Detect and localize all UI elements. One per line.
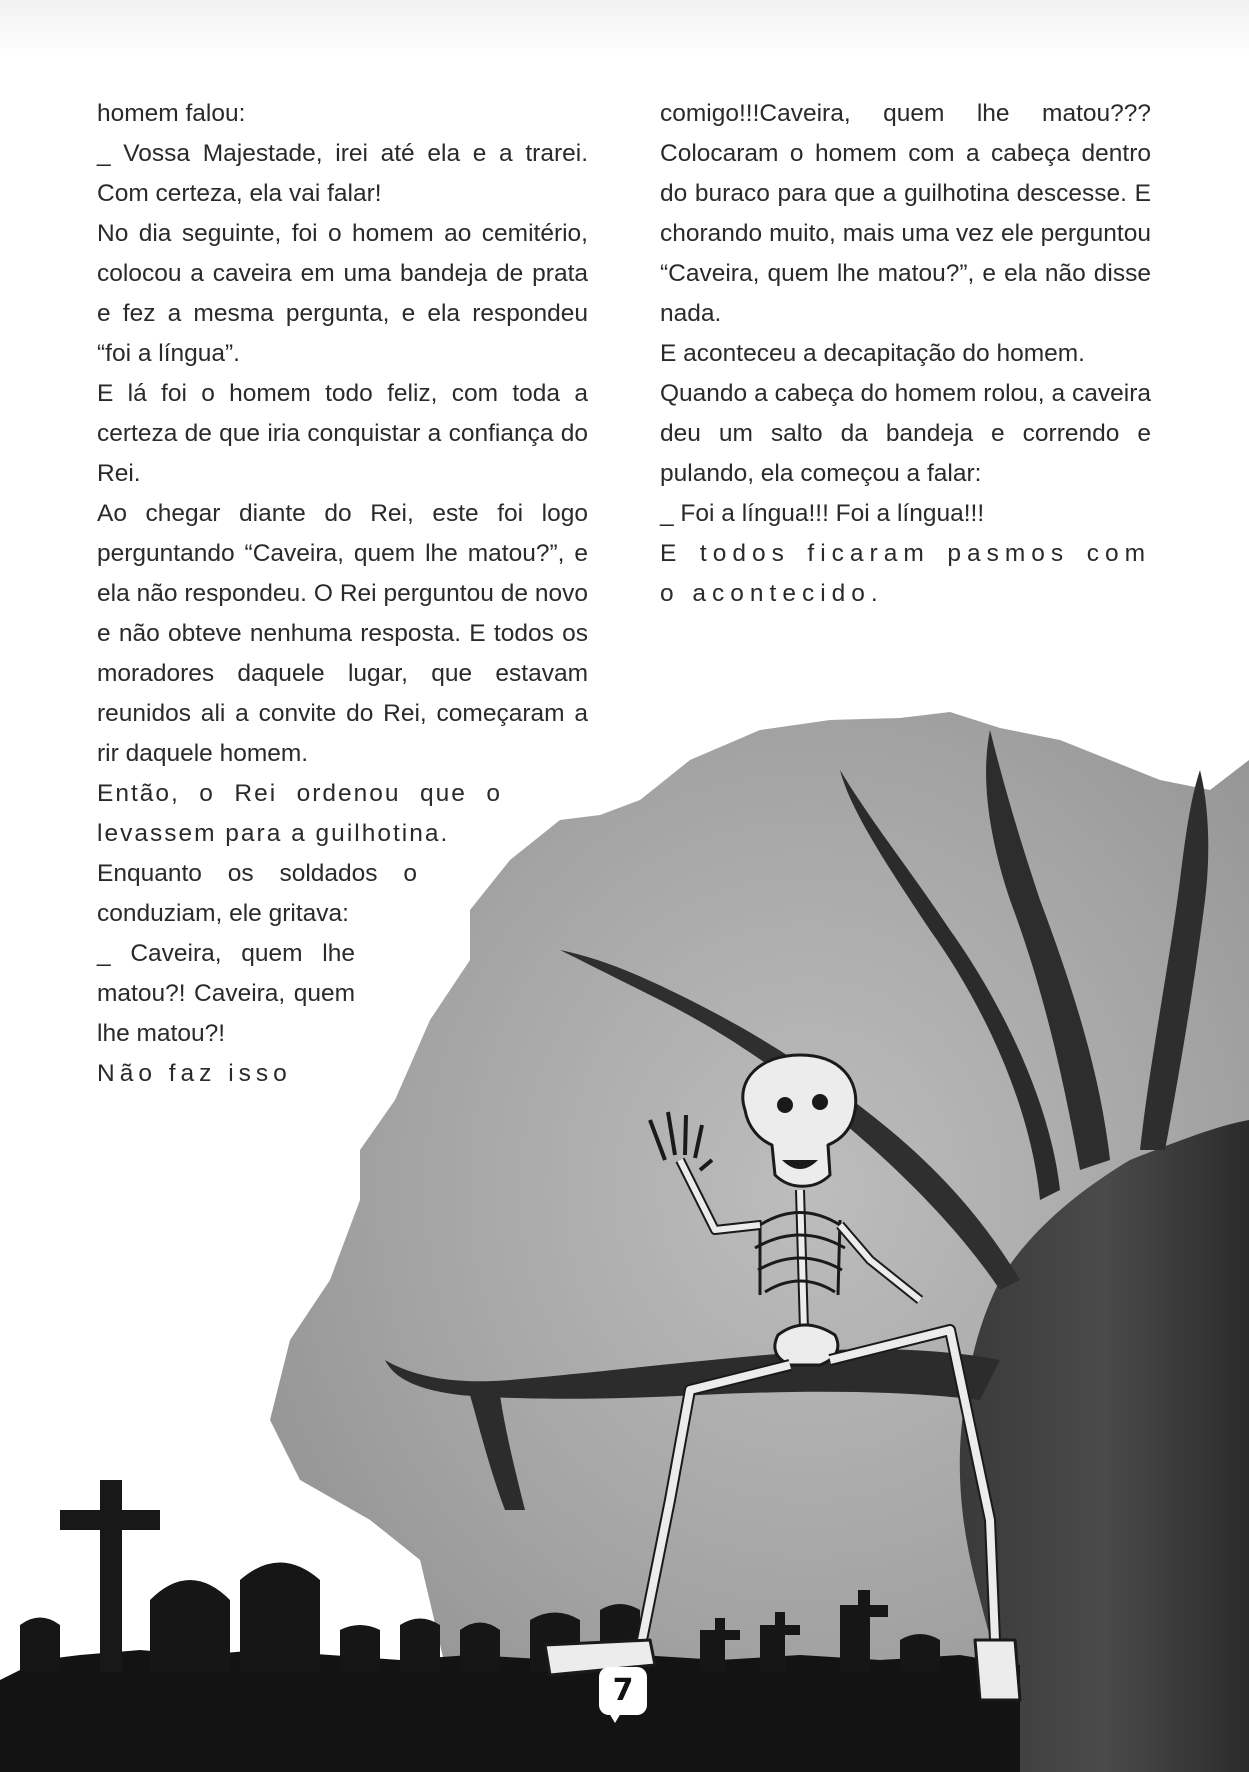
paragraph: No dia seguinte, foi o homem ao cemitério, colocou a caveira em uma bandeja de prata e fez a mesma pergunta, e ela respondeu “foi a língua”. [97,220,588,367]
paragraph: _ Foi a língua!!! Foi a língua!!! [660,500,985,527]
paragraph: E todos ficaram pasmos com o acontecido. [660,540,1151,607]
paragraph: _ Caveira, quem lhe matou?! Caveira, quem lhe matou?! [97,940,355,1047]
text-column-left [97,94,588,1094]
text-column-right [660,94,1151,614]
page-top-shade [0,0,1249,58]
paragraph: E lá foi o homem todo feliz, com toda a certeza de que iria conquistar a confiança do Rei. [97,380,588,487]
paragraph: _ Vossa Majestade, irei até ela e a trarei. Com certeza, ela vai falar! [97,140,588,207]
paragraph: Ao chegar diante do Rei, este foi logo perguntando “Caveira, quem lhe matou?”, e ela não respondeu. O Rei perguntou de novo e não obteve nenhuma resposta. E todos os moradores daquele lugar, que estavam reunidos ali a convite do Rei, começaram a rir daquele homem. [97,500,588,767]
page-number-badge [601,1669,645,1713]
paragraph: Não faz isso [97,1060,292,1087]
paragraph: Enquanto os soldados o conduziam, ele gritava: [97,860,417,927]
page-number: 7 [612,1673,634,1708]
paragraph: Então, o Rei ordenou que o levassem para a guilhotina. [97,780,502,847]
paragraph: Quando a cabeça do homem rolou, a caveira deu um salto da bandeja e correndo e pulando, ela começou a falar: [660,380,1151,487]
paragraph: E aconteceu a decapitação do homem. [660,340,1085,367]
paragraph: homem falou: [97,100,246,127]
paragraph: comigo!!!Caveira, quem lhe matou??? Colocaram o homem com a cabeça dentro do buraco para que a guilhotina descesse. E chorando muito, mais uma vez ele perguntou “Caveira, quem lhe matou?”, e ela não disse nada. [660,100,1151,327]
